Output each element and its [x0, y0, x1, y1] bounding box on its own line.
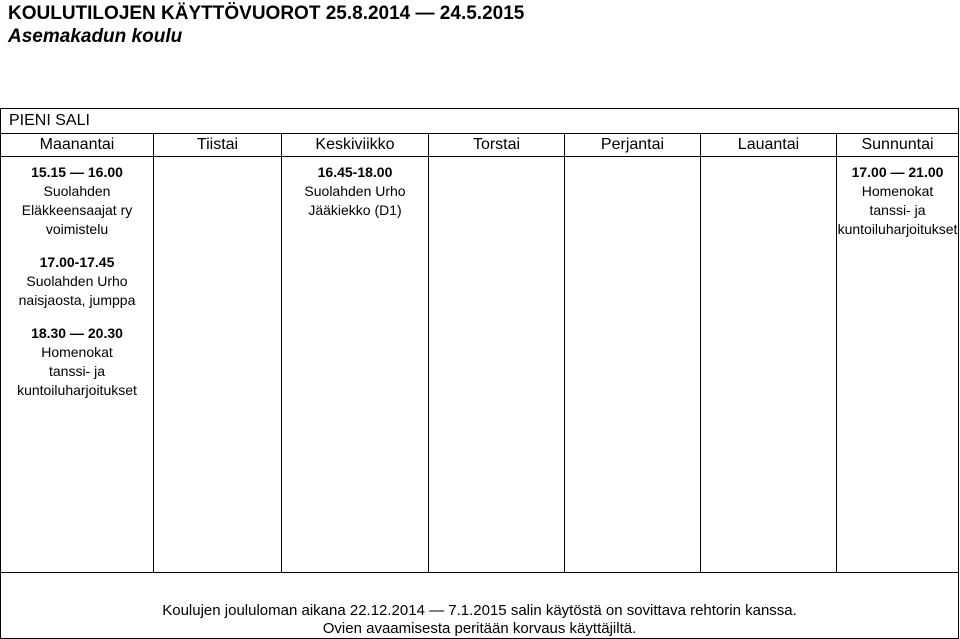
slot-time: 16.45-18.00	[317, 164, 393, 180]
booking-slot	[1, 324, 153, 400]
slot-line: Jääkiekko (D1)	[308, 202, 402, 218]
slot-line: Homenokat	[41, 344, 113, 360]
day-header: Keskiviikko	[282, 134, 429, 157]
day-header-row	[1, 134, 959, 157]
day-header: Tiistai	[154, 134, 282, 157]
slot-line: kuntoiluharjoitukset	[17, 382, 137, 398]
tuesday-cell	[154, 157, 282, 573]
slot-line: Homenokat	[861, 183, 934, 199]
booking-slot	[837, 163, 958, 239]
slot-line: Eläkkeensaajat ry	[21, 202, 133, 218]
day-header: Lauantai	[701, 134, 837, 157]
slot-time: 15.15 — 16.00	[31, 164, 123, 180]
footer-line: Koulujen joululoman aikana 22.12.2014 — 7.1.2015 salin käytöstä on sovittava rehtorin kanssa.	[162, 602, 797, 619]
room-name: PIENI SALI	[1, 109, 959, 134]
friday-cell	[565, 157, 701, 573]
day-header: Maanantai	[1, 134, 154, 157]
schedule-table	[0, 108, 959, 639]
day-header: Sunnuntai	[837, 134, 959, 157]
slot-line: voimistelu	[45, 221, 109, 237]
day-header: Perjantai	[565, 134, 701, 157]
monday-cell	[1, 157, 154, 573]
booking-slot	[1, 253, 153, 310]
booking-slot	[1, 163, 153, 239]
slot-time: 18.30 — 20.30	[31, 325, 123, 341]
slot-time: 17.00-17.45	[39, 254, 115, 270]
slot-line: Suolahden Urho	[304, 183, 406, 199]
booking-slot	[282, 163, 428, 220]
slot-time: 17.00 — 21.00	[851, 164, 944, 180]
slot-line: tanssi- ja	[48, 363, 106, 379]
slot-line: Suolahden Urho	[26, 273, 128, 289]
slot-line: kuntoiluharjoitukset	[837, 221, 958, 237]
wednesday-cell	[282, 157, 429, 573]
footer-line: Ovien avaamisesta peritään korvaus käyttäjiltä.	[322, 620, 637, 637]
slot-line: tanssi- ja	[869, 202, 926, 218]
slot-line: naisjaosta, jumppa	[18, 292, 136, 308]
school-name: Asemakadun koulu	[8, 26, 183, 47]
day-header: Torstai	[429, 134, 565, 157]
sunday-cell	[837, 157, 959, 573]
slot-line: Suolahden	[43, 183, 111, 199]
page-title: KOULUTILOJEN KÄYTTÖVUOROT 25.8.2014 — 24.5.2015	[8, 3, 525, 24]
thursday-cell	[429, 157, 565, 573]
saturday-cell	[701, 157, 837, 573]
footer-note	[1, 573, 959, 639]
